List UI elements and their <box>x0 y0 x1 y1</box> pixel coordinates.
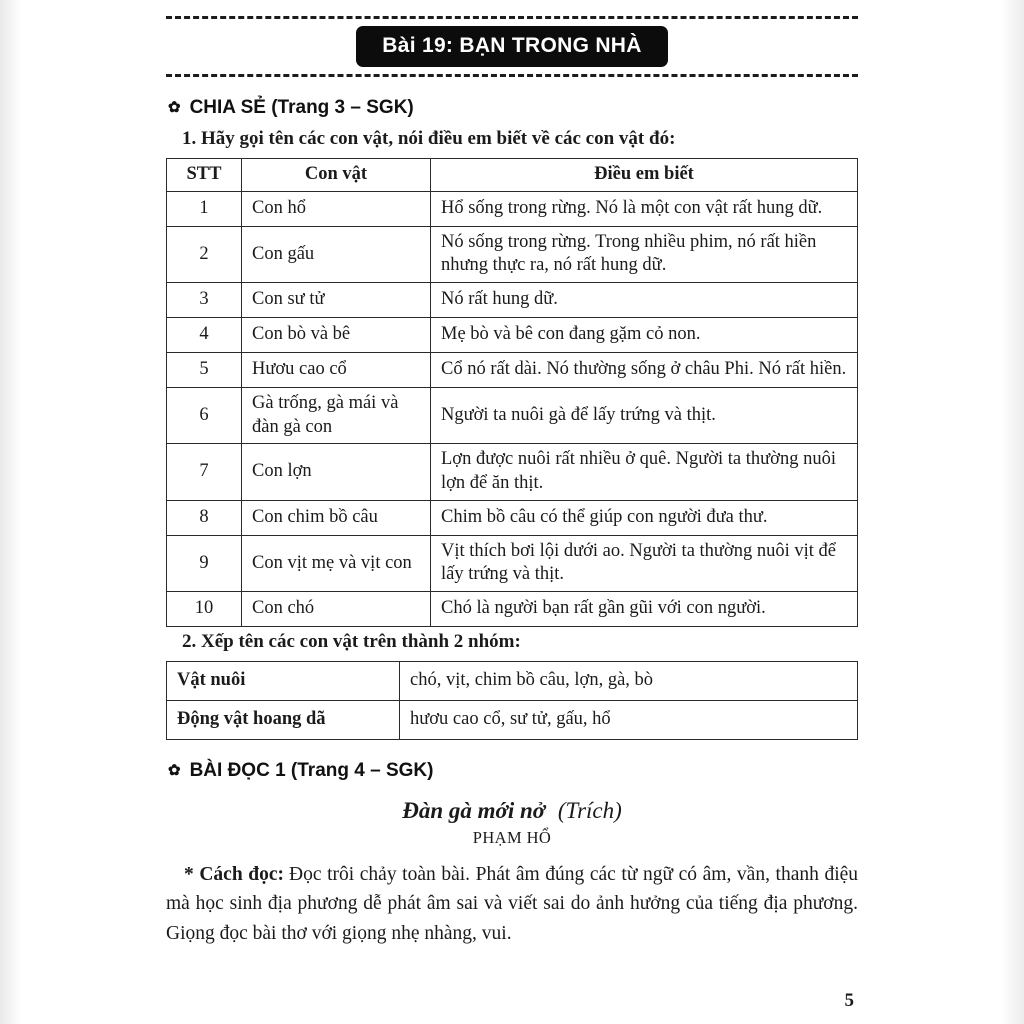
cell-animal: Con chó <box>242 592 431 627</box>
workbook-page <box>166 0 858 1024</box>
cell-info: Nó rất hung dữ. <box>431 283 858 318</box>
animals-table <box>166 158 858 627</box>
cell-stt: 3 <box>167 283 242 318</box>
section-heading-bai-doc-1 <box>168 760 858 782</box>
cell-stt: 6 <box>167 388 242 444</box>
cell-stt: 8 <box>167 500 242 535</box>
cell-info: Mẹ bò và bê con đang gặm cỏ non. <box>431 318 858 353</box>
page-number: 5 <box>844 990 854 1011</box>
table-row <box>167 353 858 388</box>
dashed-divider-bottom <box>166 74 858 77</box>
cell-animal: Con hổ <box>242 191 431 226</box>
cell-group-value: chó, vịt, chim bồ câu, lợn, gà, bò <box>400 662 858 701</box>
cell-stt: 7 <box>167 444 242 500</box>
cell-info: Chó là người bạn rất gần gũi với con người. <box>431 592 858 627</box>
cell-group-value: hươu cao cổ, sư tử, gấu, hổ <box>400 701 858 740</box>
cell-info: Nó sống trong rừng. Trong nhiều phim, nó rất hiền nhưng thực ra, nó rất hung dữ. <box>431 226 858 282</box>
poem-author: PHẠM HỔ <box>472 828 552 848</box>
cell-animal: Con bò và bê <box>242 318 431 353</box>
col-header-info: Điều em biết <box>431 159 858 192</box>
table-row <box>167 226 858 282</box>
table-row <box>167 662 858 701</box>
cell-stt: 2 <box>167 226 242 282</box>
cell-stt: 4 <box>167 318 242 353</box>
cell-animal: Con lợn <box>242 444 431 500</box>
lesson-header <box>166 16 858 77</box>
cell-group-label: Động vật hoang dã <box>167 701 400 740</box>
task-2-text: 2. Xếp tên các con vật trên thành 2 nhóm: <box>182 631 521 653</box>
cell-info: Người ta nuôi gà để lấy trứng và thịt. <box>431 388 858 444</box>
cell-info: Chim bồ câu có thể giúp con người đưa thư. <box>431 500 858 535</box>
cell-animal: Con sư tử <box>242 283 431 318</box>
reading-guide <box>166 860 858 948</box>
cell-animal: Con chim bồ câu <box>242 500 431 535</box>
col-header-animal: Con vật <box>242 159 431 192</box>
table-row <box>167 318 858 353</box>
task-1-text: 1. Hãy gọi tên các con vật, nói điều em biết về các con vật đó: <box>182 128 676 149</box>
cell-animal: Hươu cao cổ <box>242 353 431 388</box>
poem-title <box>166 798 858 824</box>
col-header-stt: STT <box>167 159 242 192</box>
cell-stt: 9 <box>167 535 242 591</box>
cell-animal: Gà trống, gà mái và đàn gà con <box>242 388 431 444</box>
reading-guide-label: * Cách đọc: <box>184 864 285 886</box>
table-row <box>167 388 858 444</box>
lesson-title-banner: Bài 19: BẠN TRONG NHÀ <box>356 26 668 67</box>
cell-info: Hổ sống trong rừng. Nó là một con vật rất hung dữ. <box>431 191 858 226</box>
poem-title-main: Đàn gà mới nở <box>402 798 546 824</box>
cell-stt: 1 <box>167 191 242 226</box>
cell-animal: Con gấu <box>242 226 431 282</box>
cell-stt: 5 <box>167 353 242 388</box>
table-row <box>167 283 858 318</box>
cell-stt: 10 <box>167 592 242 627</box>
table-row <box>167 592 858 627</box>
section-heading-text: CHIA SẺ (Trang 3 – SGK) <box>189 97 414 118</box>
cell-info: Vịt thích bơi lội dưới ao. Người ta thường nuôi vịt để lấy trứng và thịt. <box>431 535 858 591</box>
poem-title-suffix: (Trích) <box>557 798 622 824</box>
animal-groups-table <box>166 661 858 740</box>
table-row <box>167 191 858 226</box>
section-heading-chia-se <box>168 97 858 119</box>
cell-info: Cổ nó rất dài. Nó thường sống ở châu Phi. Nó rất hiền. <box>431 353 858 388</box>
table-row <box>167 535 858 591</box>
table-row <box>167 444 858 500</box>
dashed-divider-top <box>166 16 858 19</box>
cell-animal: Con vịt mẹ và vịt con <box>242 535 431 591</box>
florette-icon: ✿ <box>168 762 181 780</box>
cell-group-label: Vật nuôi <box>167 662 400 701</box>
animals-table-header-row <box>167 159 858 192</box>
reading-guide-text: Đọc trôi chảy toàn bài. Phát âm đúng các từ ngữ có âm, vần, thanh điệu mà học sinh địa phương dễ phát âm sai và viết sai do ảnh hưởng của tiếng địa phương. Giọng đọc bài thơ với giọng nhẹ nhàng, vui. <box>166 864 859 944</box>
florette-icon: ✿ <box>168 99 181 116</box>
table-row <box>167 500 858 535</box>
table-row <box>167 701 858 740</box>
cell-info: Lợn được nuôi rất nhiều ở quê. Người ta thường nuôi lợn để ăn thịt. <box>431 444 858 500</box>
section-heading-text: BÀI ĐỌC 1 (Trang 4 – SGK) <box>189 760 434 782</box>
